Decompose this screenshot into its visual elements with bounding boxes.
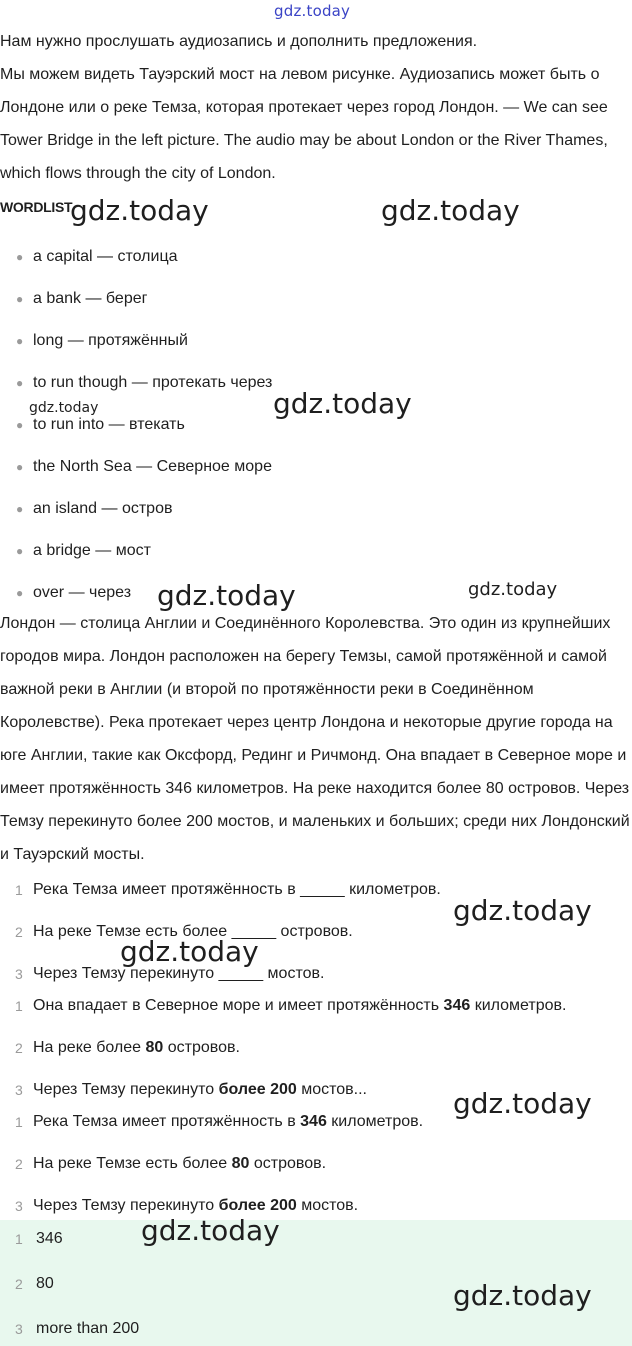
sentence-start: Она впадает в Северное море и имеет протяжённость (33, 997, 444, 1014)
watermark: gdz.today (453, 1279, 592, 1312)
sentence-start: Река Темза имеет протяжённость в (33, 1113, 301, 1130)
item-number: 1 (15, 882, 23, 898)
wordlist-item (0, 446, 272, 488)
wordlist-item (0, 488, 272, 530)
answer-item (0, 1223, 139, 1268)
wordlist-item (0, 236, 272, 278)
watermark: gdz.today (157, 579, 296, 612)
sentence-end: километров. (470, 997, 567, 1014)
item-number: 1 (15, 1114, 23, 1130)
answer-text: 346 (36, 1230, 63, 1247)
task-item (0, 874, 441, 916)
item-number: 3 (15, 1198, 23, 1214)
watermark: gdz.today (29, 400, 99, 416)
wordlist-item (0, 362, 272, 404)
task-text: На реке Темзе есть более _____ островов. (33, 923, 353, 940)
task-text: Через Темзу перекинуто _____ мостов. (33, 965, 325, 982)
sentence-end: километров. (326, 1113, 424, 1130)
site-logo[interactable]: gdz.today (274, 2, 351, 20)
bullet-icon: ● (16, 586, 24, 600)
answer-text: 80 (36, 1275, 54, 1292)
watermark: gdz.today (70, 194, 209, 227)
watermark: gdz.today (273, 387, 412, 420)
sentence-start: Через Темзу перекинуто (33, 1197, 219, 1214)
item-number: 1 (15, 1231, 23, 1247)
task-list (0, 874, 441, 992)
watermark: gdz.today (141, 1214, 280, 1247)
bullet-icon: ● (16, 460, 24, 474)
answer-item (0, 1313, 139, 1345)
wordlist-item-text: long — протяжённый (33, 332, 188, 349)
item-number: 2 (15, 1276, 23, 1292)
watermark: gdz.today (468, 579, 558, 600)
item-number: 3 (15, 966, 23, 982)
completed-sentence (0, 1150, 423, 1192)
sentence-start: На реке более (33, 1039, 146, 1056)
wordlist-item-text: a bridge — мост (33, 542, 151, 559)
item-number: 3 (15, 1321, 23, 1337)
bullet-icon: ● (16, 544, 24, 558)
answer-highlight: 346 (300, 1113, 327, 1130)
listening-text: Лондон — столица Англии и Соединённого Королевства. Это один из крупнейших городов мира. Лондон расположен на берегу Темзы, самой протяжённой и самой важной реки в Англии (и второй по протяжённости реки в Соединённом Королевстве). Река протекает через центр Лондона и некоторые другие города на юге Англии, такие как Оксфорд, Рединг и Ричмонд. Она впадает в Северное море и имеет протяжённость 346 километров. На реке находится более 80 островов. Через Темзу перекинуто более 200 мостов, и маленьких и больших; среди них Лондонский и Тауэрский мосты. (0, 615, 630, 863)
item-number: 2 (15, 1156, 23, 1172)
answer-highlight: более 200 (218, 1197, 297, 1214)
item-number: 2 (15, 1040, 23, 1056)
sentence-end: островов. (249, 1155, 327, 1172)
wordlist-item (0, 278, 272, 320)
answer-highlight: более 200 (218, 1081, 297, 1098)
wordlist-title: WORDLIST (0, 199, 73, 215)
bullet-icon: ● (16, 334, 24, 348)
answer-highlight: 346 (443, 997, 471, 1014)
item-number: 3 (15, 1082, 23, 1098)
item-number: 1 (15, 998, 23, 1014)
wordlist-item-text: a capital — столица (33, 248, 178, 265)
wordlist (0, 236, 272, 614)
bullet-icon: ● (16, 250, 24, 264)
wordlist-item (0, 320, 272, 362)
wordlist-item (0, 530, 272, 572)
item-number: 2 (15, 924, 23, 940)
answer-text: more than 200 (36, 1320, 140, 1337)
task-text: Река Темза имеет протяжённость в _____ километров. (33, 881, 441, 898)
wordlist-item-text: a bank — берег (33, 290, 148, 307)
found-sentence (0, 1034, 566, 1076)
answer-highlight: 80 (145, 1039, 164, 1056)
wordlist-item-text: an island — остров (33, 500, 173, 517)
watermark: gdz.today (120, 935, 259, 968)
sentence-start: Через Темзу перекинуто (33, 1081, 219, 1098)
answer-item (0, 1268, 139, 1313)
bullet-icon: ● (16, 292, 24, 306)
intro-instruction: Нам нужно прослушать аудиозапись и дополнить предложения. (0, 33, 478, 50)
wordlist-item-text: the North Sea — Северное море (33, 458, 272, 475)
sentence-end: островов. (163, 1039, 240, 1056)
completed-sentence (0, 1108, 423, 1150)
wordlist-item-text: to run though — протекать через (33, 374, 273, 391)
sentence-start: На реке Темзе есть более (33, 1155, 232, 1172)
answer-highlight: 80 (231, 1155, 250, 1172)
intro-description: Мы можем видеть Тауэрский мост на левом рисунке. Аудиозапись может быть о Лондоне или о реке Темза, которая протекает через город Лондон. — We can see Tower Bridge in the left picture. The audio may be about London or the River Thames, which flows through the city of London. (0, 66, 608, 182)
completed-sentences-list (0, 1108, 423, 1220)
bullet-icon: ● (16, 418, 24, 432)
found-sentence (0, 992, 566, 1034)
sentence-end: мостов. (296, 1197, 359, 1214)
sentence-end: мостов... (296, 1081, 367, 1098)
wordlist-item-text: to run into — втекать (33, 416, 185, 433)
watermark: gdz.today (381, 194, 520, 227)
watermark: gdz.today (453, 894, 592, 927)
bullet-icon: ● (16, 376, 24, 390)
watermark: gdz.today (453, 1087, 592, 1120)
wordlist-item-text: over — через (33, 584, 132, 601)
bullet-icon: ● (16, 502, 24, 516)
answers-list (0, 1223, 139, 1345)
